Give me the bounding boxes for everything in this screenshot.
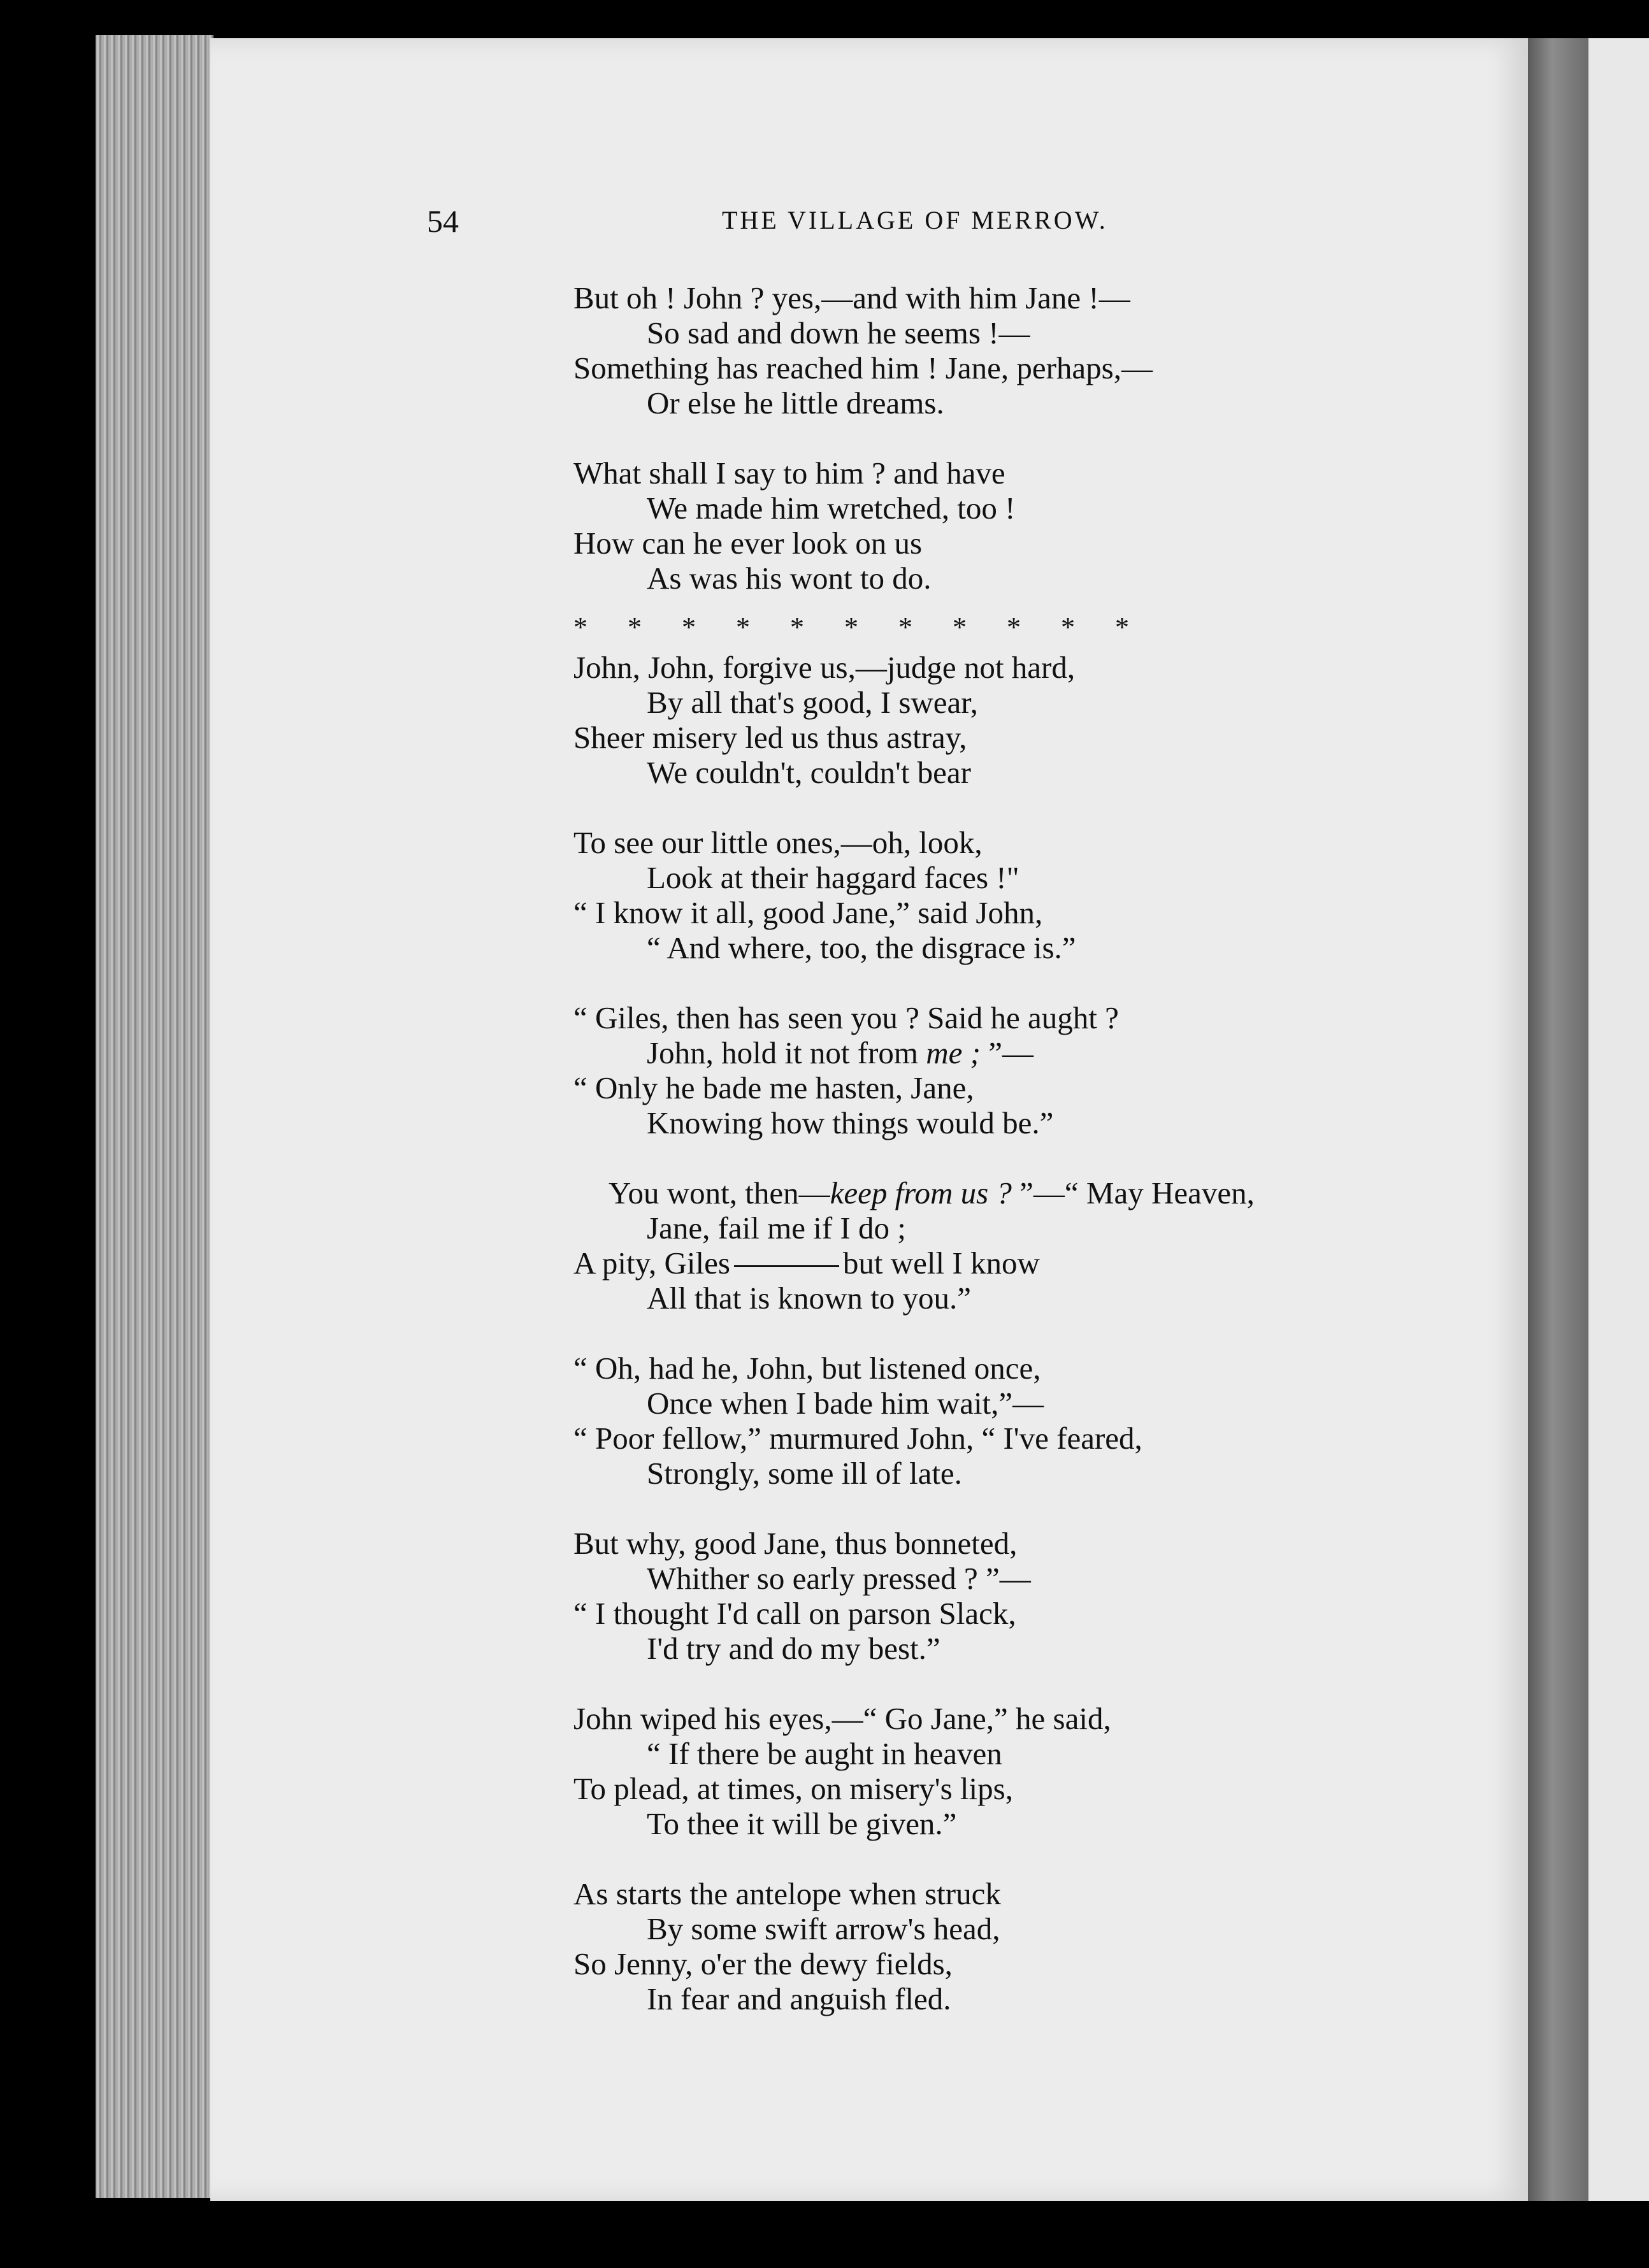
poem-line: Something has reached him ! Jane, perhaps,— [573, 350, 1153, 385]
poem-text [573, 280, 1402, 2051]
poem-line: Look at their haggard faces !" [647, 860, 1019, 895]
stanza-10 [573, 1876, 1402, 2016]
poem-line: “ Poor fellow,” murmured John, “ I've feared, [573, 1421, 1142, 1456]
poem-line: “ Giles, then has seen you ? Said he aught ? [573, 1000, 1119, 1035]
page-number: 54 [427, 203, 459, 239]
poem-line: By some swift arrow's head, [647, 1911, 1000, 1946]
poem-line: All that is known to you.” [647, 1281, 972, 1316]
poem-line [573, 1175, 1402, 1210]
poem-line: “ I know it all, good Jane,” said John, [573, 895, 1043, 930]
stanza-4 [573, 825, 1402, 965]
poem-line: By all that's good, I swear, [647, 685, 978, 720]
poem-line-text: A pity, Giles [573, 1245, 730, 1281]
poem-line: John wiped his eyes,—“ Go Jane,” he said, [573, 1701, 1111, 1736]
poem-line: We made him wretched, too ! [647, 491, 1016, 526]
poem-line: “ Only he bade me hasten, Jane, [573, 1070, 974, 1105]
poem-line: “ If there be aught in heaven [647, 1736, 1002, 1771]
poem-line: But why, good Jane, thus bonneted, [573, 1526, 1018, 1561]
asterisk-divider: * * * * * * * * * * * [573, 612, 1146, 643]
poem-line: Whither so early pressed ? ”— [647, 1561, 1031, 1596]
poem-line: Jane, fail me if I do ; [647, 1210, 906, 1245]
poem-line: To thee it will be given.” [647, 1806, 957, 1841]
page-block-edge [96, 35, 213, 2198]
poem-line: In fear and anguish fled. [647, 1981, 951, 2016]
poem-line: I'd try and do my best.” [647, 1631, 940, 1666]
poem-line: Strongly, some ill of late. [647, 1456, 962, 1491]
poem-line: How can he ever look on us [573, 526, 923, 561]
poem-line: “ Oh, had he, John, but listened once, [573, 1351, 1041, 1386]
stanza-6 [573, 1175, 1402, 1316]
dash-rule [734, 1265, 839, 1267]
poem-line: So Jenny, o'er the dewy fields, [573, 1946, 953, 1981]
stanza-1 [573, 280, 1402, 420]
poem-line: We couldn't, couldn't bear [647, 755, 971, 790]
poem-line: To plead, at times, on misery's lips, [573, 1771, 1013, 1806]
poem-line: As was his wont to do. [647, 561, 932, 596]
stanza-7 [573, 1351, 1402, 1491]
running-title: THE VILLAGE OF MERROW. [722, 206, 1108, 234]
poem-line: So sad and down he seems !— [647, 315, 1030, 350]
stanza-8 [573, 1526, 1402, 1666]
poem-line: But oh ! John ? yes,—and with him Jane !— [573, 280, 1130, 315]
poem-line: Once when I bade him wait,”— [647, 1386, 1044, 1421]
stanza-9 [573, 1701, 1402, 1841]
poem-line: Knowing how things would be.” [647, 1105, 1054, 1140]
poem-line: Sheer misery led us thus astray, [573, 720, 967, 755]
poem-line: John, John, forgive us,—judge not hard, [573, 650, 1076, 685]
stanza-3 [573, 650, 1402, 790]
poem-line: “ And where, too, the disgrace is.” [647, 930, 1076, 965]
poem-line [573, 1245, 1402, 1281]
page-gutter-shadow [1528, 38, 1588, 2201]
poem-line: Or else he little dreams. [647, 385, 944, 420]
facing-page-edge [1588, 38, 1649, 2201]
poem-line-text: ”— [980, 1035, 1033, 1070]
stanza-2 [573, 456, 1402, 596]
poem-line-italic: me ; [926, 1035, 981, 1070]
poem-line-text: ”—“ May Heaven, [1011, 1175, 1255, 1210]
poem-line-text: John, hold it not from [647, 1035, 919, 1070]
poem-line: As starts the antelope when struck [573, 1876, 1001, 1911]
poem-line: To see our little ones,—oh, look, [573, 825, 983, 860]
poem-line: What shall I say to him ? and have [573, 456, 1005, 491]
stanza-5 [573, 1000, 1402, 1140]
poem-line-italic: keep from us ? [830, 1175, 1012, 1210]
poem-line-text: You wont, then— [608, 1175, 830, 1210]
poem-line [573, 1035, 1402, 1070]
poem-line-text: but well I know [842, 1245, 1040, 1281]
poem-line: “ I thought I'd call on parson Slack, [573, 1596, 1016, 1631]
